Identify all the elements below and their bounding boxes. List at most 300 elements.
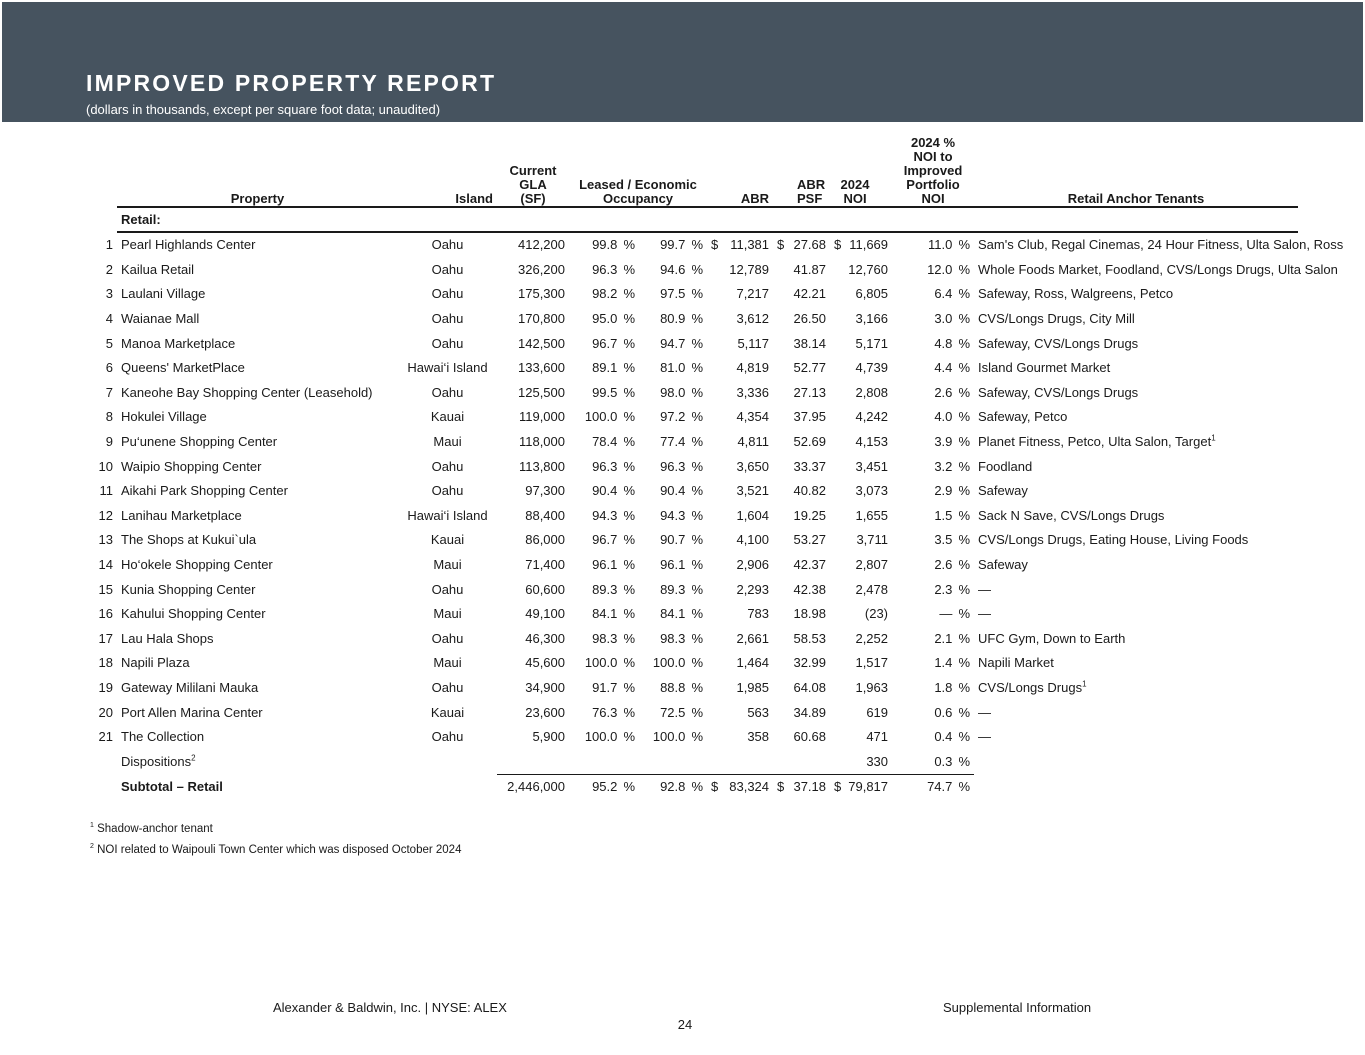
gla: 86,000 xyxy=(525,532,565,548)
psf-dollar xyxy=(773,553,785,578)
section-row xyxy=(85,207,1298,232)
leased-occupancy: 91.7 % xyxy=(592,679,635,695)
noi: 2,252 xyxy=(855,630,889,646)
property-name: Waipio Shopping Center xyxy=(121,458,262,474)
abr: 2,293 xyxy=(736,581,770,597)
anchor-tenants: Sam's Club, Regal Cinemas, 24 Hour Fitness, Ulta Salon, Ross xyxy=(978,237,1344,253)
dispositions-label: Dispositions$^2$ xyxy=(121,753,196,770)
gla: 412,200 xyxy=(518,237,565,253)
noi-pct: 2.6 % xyxy=(934,557,971,573)
psf-dollar xyxy=(773,356,785,381)
abr-dollar xyxy=(707,479,721,504)
abr-dollar: $ xyxy=(711,237,719,253)
subtotal-psf-dollar: $ xyxy=(773,775,785,800)
property-name: Pearl Highlands Center xyxy=(121,237,256,253)
subtotal-row xyxy=(85,775,1298,800)
island: Oahu xyxy=(431,384,464,400)
row-number: 17 xyxy=(98,630,113,646)
gla: 133,600 xyxy=(518,360,565,376)
economic-occupancy: 81.0 % xyxy=(660,360,703,376)
abr: 1,604 xyxy=(736,507,770,523)
abr-dollar xyxy=(707,528,721,553)
psf-dollar xyxy=(773,405,785,430)
abr: 12,789 xyxy=(729,261,770,277)
leased-occupancy: 96.3 % xyxy=(592,458,635,474)
row-number: 4 xyxy=(105,311,113,327)
abr-psf: 40.82 xyxy=(793,483,827,499)
island: Maui xyxy=(433,434,462,450)
table-row xyxy=(85,602,1298,627)
row-number: 3 xyxy=(105,286,113,302)
property-name: The Collection xyxy=(121,729,205,745)
economic-occupancy: 90.7 % xyxy=(660,532,703,548)
footer-company: Alexander & Baldwin, Inc. | NYSE: ALEX xyxy=(273,1000,507,1015)
abr-dollar xyxy=(707,725,721,750)
property-name: Ho‘okele Shopping Center xyxy=(121,557,273,573)
noi-pct: 3.0 % xyxy=(934,311,971,327)
col-occupancy: Leased / Economic Occupancy xyxy=(569,134,707,207)
economic-occupancy: 94.6 % xyxy=(660,261,703,277)
abr: 1,464 xyxy=(736,655,770,671)
leased-occupancy: 76.3 % xyxy=(592,704,635,720)
row-number: 18 xyxy=(98,655,113,671)
report-title: IMPROVED PROPERTY REPORT xyxy=(86,70,497,96)
psf-dollar xyxy=(773,454,785,479)
psf-dollar xyxy=(773,258,785,283)
gla: 113,800 xyxy=(518,458,565,474)
subtotal-abr: 83,324 xyxy=(721,775,773,800)
gla: 142,500 xyxy=(518,335,565,351)
subtotal-psf: 37.18 xyxy=(785,775,830,800)
table-row xyxy=(85,479,1298,504)
noi: (23) xyxy=(864,606,889,622)
row-number: 12 xyxy=(98,507,113,523)
subtotal-noi: 79,817 xyxy=(844,775,892,800)
economic-occupancy: 97.2 % xyxy=(660,409,703,425)
leased-occupancy: 84.1 % xyxy=(592,606,635,622)
abr-dollar xyxy=(707,651,721,676)
abr-psf: 60.68 xyxy=(793,729,827,745)
property-name: Hokulei Village xyxy=(121,409,207,425)
psf-dollar xyxy=(773,627,785,652)
economic-occupancy: 94.7 % xyxy=(660,335,703,351)
abr-psf: 42.37 xyxy=(793,557,827,573)
row-number: 20 xyxy=(98,704,113,720)
abr-dollar xyxy=(707,676,721,701)
row-number: 9 xyxy=(105,434,113,450)
abr-psf: 34.89 xyxy=(793,704,827,720)
abr-dollar xyxy=(707,356,721,381)
row-number: 16 xyxy=(98,606,113,622)
leased-occupancy: 89.1 % xyxy=(592,360,635,376)
island: Oahu xyxy=(431,581,464,597)
abr: 3,336 xyxy=(736,384,770,400)
abr-dollar xyxy=(707,430,721,455)
noi: 2,478 xyxy=(855,581,889,597)
noi-pct: 2.1 % xyxy=(934,630,971,646)
psf-dollar: $ xyxy=(777,237,785,253)
leased-occupancy: 90.4 % xyxy=(592,483,635,499)
island: Hawai‘i Island xyxy=(407,507,488,523)
row-number: 1 xyxy=(105,236,113,252)
gla: 49,100 xyxy=(525,606,565,622)
table-row xyxy=(85,676,1298,701)
island: Oahu xyxy=(431,261,464,277)
leased-occupancy: 100.0 % xyxy=(584,729,635,745)
psf-dollar xyxy=(773,676,785,701)
island: Kauai xyxy=(430,409,465,425)
noi-dollar xyxy=(830,553,844,578)
island: Oahu xyxy=(431,679,464,695)
noi-pct: 1.5 % xyxy=(934,507,971,523)
noi: 1,963 xyxy=(855,679,889,695)
subtotal-leased: 95.2 % xyxy=(569,775,639,800)
row-number: 11 xyxy=(99,483,113,499)
gla: 45,600 xyxy=(525,655,565,671)
abr: 4,100 xyxy=(736,532,770,548)
property-name: Pu‘unene Shopping Center xyxy=(121,434,278,450)
island: Oahu xyxy=(431,483,464,499)
noi-dollar xyxy=(830,381,844,406)
abr-psf: 52.69 xyxy=(793,434,827,450)
noi: 619 xyxy=(866,704,889,720)
row-number: 15 xyxy=(98,581,113,597)
noi-pct: 1.8 % xyxy=(934,679,971,695)
noi-dollar xyxy=(830,307,844,332)
abr-psf: 42.21 xyxy=(793,286,827,302)
subtotal-abr-dollar: $ xyxy=(707,775,721,800)
subtotal-noi-dollar: $ xyxy=(830,775,844,800)
anchor-tenants: Safeway xyxy=(978,557,1028,573)
economic-occupancy: 98.0 % xyxy=(660,384,703,400)
economic-occupancy: 80.9 % xyxy=(660,311,703,327)
noi: 12,760 xyxy=(848,261,889,277)
noi: 1,655 xyxy=(855,507,889,523)
property-name: Laulani Village xyxy=(121,286,206,302)
col-gla: Current GLA (SF) xyxy=(497,134,569,207)
noi-pct: 2.9 % xyxy=(934,483,971,499)
leased-occupancy: 95.0 % xyxy=(592,311,635,327)
gla: 60,600 xyxy=(525,581,565,597)
island: Maui xyxy=(433,606,462,622)
gla: 326,200 xyxy=(518,261,565,277)
psf-dollar xyxy=(773,307,785,332)
noi-pct: 12.0 % xyxy=(927,261,971,277)
economic-occupancy: 94.3 % xyxy=(660,507,703,523)
gla: 88,400 xyxy=(525,507,565,523)
row-number: 21 xyxy=(98,729,113,745)
abr: 3,650 xyxy=(736,458,770,474)
economic-occupancy: 90.4 % xyxy=(660,483,703,499)
noi: 3,711 xyxy=(856,532,889,548)
abr-psf: 27.13 xyxy=(793,384,827,400)
anchor-tenants: Island Gourmet Market xyxy=(978,360,1111,376)
table-row xyxy=(85,331,1298,356)
noi: 4,739 xyxy=(855,360,889,376)
island: Oahu xyxy=(431,630,464,646)
anchor-tenants: CVS/Longs Drugs$^1$ xyxy=(978,679,1087,695)
table-row xyxy=(85,577,1298,602)
col-noi: 2024 NOI xyxy=(830,134,892,207)
dispositions-noi-pct: 0.3 % xyxy=(892,749,974,774)
leased-occupancy: 99.5 % xyxy=(592,384,635,400)
noi: 2,807 xyxy=(855,557,889,573)
dispositions-noi: 330 xyxy=(844,749,892,774)
psf-dollar xyxy=(773,430,785,455)
abr: 2,661 xyxy=(736,630,770,646)
abr: 563 xyxy=(747,704,770,720)
island: Oahu xyxy=(431,729,464,745)
abr-dollar xyxy=(707,258,721,283)
abr-dollar xyxy=(707,282,721,307)
anchor-tenants: Safeway, CVS/Longs Drugs xyxy=(978,335,1139,351)
island: Oahu xyxy=(431,335,464,351)
noi: 11,669 xyxy=(849,237,889,253)
leased-occupancy: 98.3 % xyxy=(592,630,635,646)
property-name: Napili Plaza xyxy=(121,655,190,671)
psf-dollar xyxy=(773,504,785,529)
leased-occupancy: 98.2 % xyxy=(592,286,635,302)
noi-dollar xyxy=(830,356,844,381)
economic-occupancy: 96.3 % xyxy=(660,458,703,474)
anchor-tenants: — xyxy=(978,581,992,597)
economic-occupancy: 88.8 % xyxy=(660,679,703,695)
abr-psf: 32.99 xyxy=(793,655,827,671)
noi-pct: 4.0 % xyxy=(934,409,971,425)
leased-occupancy: 96.1 % xyxy=(592,557,635,573)
noi-dollar xyxy=(830,454,844,479)
abr-dollar xyxy=(707,553,721,578)
economic-occupancy: 77.4 % xyxy=(660,434,703,450)
gla: 97,300 xyxy=(525,483,565,499)
leased-occupancy: 89.3 % xyxy=(592,581,635,597)
island: Kauai xyxy=(430,704,465,720)
property-name: Lau Hala Shops xyxy=(121,630,214,646)
table-row xyxy=(85,307,1298,332)
col-tenants: Retail Anchor Tenants xyxy=(974,134,1298,207)
noi-dollar xyxy=(830,651,844,676)
abr-psf: 19.25 xyxy=(793,507,827,523)
noi-dollar xyxy=(830,282,844,307)
economic-occupancy: 72.5 % xyxy=(660,704,703,720)
leased-occupancy: 96.3 % xyxy=(592,261,635,277)
table-row xyxy=(85,381,1298,406)
noi: 6,805 xyxy=(855,286,889,302)
abr-psf: 26.50 xyxy=(793,311,827,327)
abr-psf: 58.53 xyxy=(793,630,827,646)
abr-psf: 42.38 xyxy=(793,581,827,597)
noi-pct: 1.4 % xyxy=(934,655,971,671)
row-number: 10 xyxy=(98,458,113,474)
row-number: 13 xyxy=(98,532,113,548)
noi-dollar: $ xyxy=(834,237,842,253)
col-island: Island xyxy=(398,134,497,207)
abr-dollar xyxy=(707,405,721,430)
abr: 3,612 xyxy=(736,311,770,327)
footer-doc-title: Supplemental Information xyxy=(943,1000,1092,1015)
leased-occupancy: 100.0 % xyxy=(584,409,635,425)
property-name: Manoa Marketplace xyxy=(121,335,236,351)
leased-occupancy: 78.4 % xyxy=(592,434,635,450)
abr-dollar xyxy=(707,700,721,725)
noi-pct: 2.3 % xyxy=(934,581,971,597)
abr-psf: 41.87 xyxy=(793,261,827,277)
anchor-tenants: UFC Gym, Down to Earth xyxy=(978,630,1126,646)
subtotal-label: Subtotal – Retail xyxy=(121,779,223,795)
property-name: Kunia Shopping Center xyxy=(121,581,256,597)
abr: 3,521 xyxy=(736,483,770,499)
abr: 358 xyxy=(747,729,770,745)
anchor-tenants: Foodland xyxy=(978,458,1033,474)
abr-dollar xyxy=(707,331,721,356)
economic-occupancy: 100.0 % xyxy=(652,729,703,745)
abr: 2,906 xyxy=(736,557,770,573)
property-name: Queens' MarketPlace xyxy=(121,360,245,376)
noi-dollar xyxy=(830,258,844,283)
noi-pct: 3.5 % xyxy=(934,532,971,548)
section-label: Retail: xyxy=(117,207,1298,232)
table-row xyxy=(85,725,1298,750)
noi: 4,242 xyxy=(855,409,889,425)
gla: 170,800 xyxy=(518,311,565,327)
island: Maui xyxy=(433,655,462,671)
col-abr: ABR xyxy=(707,134,773,207)
gla: 46,300 xyxy=(525,630,565,646)
noi: 4,153 xyxy=(855,434,889,450)
subtotal-gla: 2,446,000 xyxy=(497,775,569,800)
col-abr-psf: ABR PSF xyxy=(773,134,830,207)
property-name: Kaneohe Bay Shopping Center (Leasehold) xyxy=(121,384,373,400)
anchor-tenants: Safeway xyxy=(978,483,1028,499)
abr: 4,354 xyxy=(736,409,770,425)
gla: 71,400 xyxy=(525,557,565,573)
noi-pct: 11.0 % xyxy=(928,237,971,253)
anchor-tenants: Whole Foods Market, Foodland, CVS/Longs Drugs, Ulta Salon xyxy=(978,261,1338,277)
noi-dollar xyxy=(830,627,844,652)
abr-psf: 52.77 xyxy=(793,360,827,376)
anchor-tenants: — xyxy=(978,606,992,622)
noi-pct: — % xyxy=(939,606,971,622)
abr-dollar xyxy=(707,602,721,627)
gla: 5,900 xyxy=(532,729,565,745)
economic-occupancy: 96.1 % xyxy=(660,557,703,573)
anchor-tenants: CVS/Longs Drugs, Eating House, Living Foods xyxy=(978,532,1249,548)
page-number: 24 xyxy=(677,1017,693,1032)
table-row xyxy=(85,651,1298,676)
table-row xyxy=(85,232,1298,258)
noi-dollar xyxy=(830,504,844,529)
economic-occupancy: 99.7 % xyxy=(660,237,703,253)
noi-dollar xyxy=(830,430,844,455)
abr: 783 xyxy=(747,606,770,622)
psf-dollar xyxy=(773,528,785,553)
leased-occupancy: 96.7 % xyxy=(592,335,635,351)
dispositions-row xyxy=(85,749,1298,774)
anchor-tenants: Napili Market xyxy=(978,655,1054,671)
psf-dollar xyxy=(773,331,785,356)
island: Maui xyxy=(433,557,462,573)
noi-dollar xyxy=(830,602,844,627)
row-number: 2 xyxy=(105,261,113,277)
psf-dollar xyxy=(773,479,785,504)
noi: 3,073 xyxy=(855,483,889,499)
col-noi-pct: 2024 % NOI to Improved Portfolio NOI xyxy=(892,134,974,207)
leased-occupancy: 94.3 % xyxy=(592,507,635,523)
property-name: Aikahi Park Shopping Center xyxy=(121,483,288,499)
noi-dollar xyxy=(830,725,844,750)
abr-dollar xyxy=(707,577,721,602)
noi-dollar xyxy=(830,331,844,356)
abr-psf: 33.37 xyxy=(793,458,827,474)
abr-dollar xyxy=(707,504,721,529)
noi-pct: 4.8 % xyxy=(934,335,971,351)
noi-dollar xyxy=(830,676,844,701)
table-row xyxy=(85,528,1298,553)
header-banner xyxy=(2,2,1363,122)
island: Oahu xyxy=(431,237,464,253)
table-row xyxy=(85,356,1298,381)
table-row xyxy=(85,258,1298,283)
island: Oahu xyxy=(431,286,464,302)
psf-dollar xyxy=(773,602,785,627)
subtotal-economic: 92.8 % xyxy=(639,775,707,800)
noi: 3,451 xyxy=(855,458,889,474)
property-name: Lanihau Marketplace xyxy=(121,507,242,523)
table-row xyxy=(85,700,1298,725)
island: Kauai xyxy=(430,532,465,548)
noi: 471 xyxy=(866,729,889,745)
psf-dollar xyxy=(773,381,785,406)
leased-occupancy: 99.8 % xyxy=(592,237,635,253)
property-name: The Shops at Kukui`ula xyxy=(121,532,257,548)
property-name: Port Allen Marina Center xyxy=(121,704,263,720)
noi-pct: 3.9 % xyxy=(934,434,971,450)
leased-occupancy: 100.0 % xyxy=(584,655,635,671)
abr-dollar xyxy=(707,307,721,332)
psf-dollar xyxy=(773,282,785,307)
noi-pct: 4.4 % xyxy=(934,360,971,376)
anchor-tenants: CVS/Longs Drugs, City Mill xyxy=(978,311,1135,327)
island: Oahu xyxy=(431,311,464,327)
abr: 7,217 xyxy=(736,286,770,302)
abr: 11,381 xyxy=(730,237,770,253)
property-name: Kahului Shopping Center xyxy=(121,606,266,622)
table-row xyxy=(85,504,1298,529)
psf-dollar xyxy=(773,651,785,676)
table-row xyxy=(85,430,1298,455)
gla: 34,900 xyxy=(525,679,565,695)
table-row xyxy=(85,454,1298,479)
footnote-2: $^2$ NOI related to Waipouli Town Center which was disposed October 2024 xyxy=(90,843,462,856)
gla: 118,000 xyxy=(518,434,565,450)
row-number: 14 xyxy=(98,557,113,573)
anchor-tenants: Safeway, Ross, Walgreens, Petco xyxy=(978,286,1174,302)
col-property: Property xyxy=(117,134,398,207)
gla: 175,300 xyxy=(518,286,565,302)
psf-dollar xyxy=(773,700,785,725)
noi-dollar xyxy=(830,528,844,553)
abr: 5,117 xyxy=(737,335,770,351)
abr-psf: 38.14 xyxy=(793,335,827,351)
property-name: Gateway Mililani Mauka xyxy=(121,679,259,695)
economic-occupancy: 100.0 % xyxy=(652,655,703,671)
row-number: 6 xyxy=(105,360,113,376)
gla: 119,000 xyxy=(518,409,565,425)
gla: 23,600 xyxy=(525,704,565,720)
improved-property-table xyxy=(85,134,1344,800)
report-subtitle: (dollars in thousands, except per square foot data; unaudited) xyxy=(86,102,441,117)
footnote-1: $^1$ Shadow-anchor tenant xyxy=(90,822,213,835)
